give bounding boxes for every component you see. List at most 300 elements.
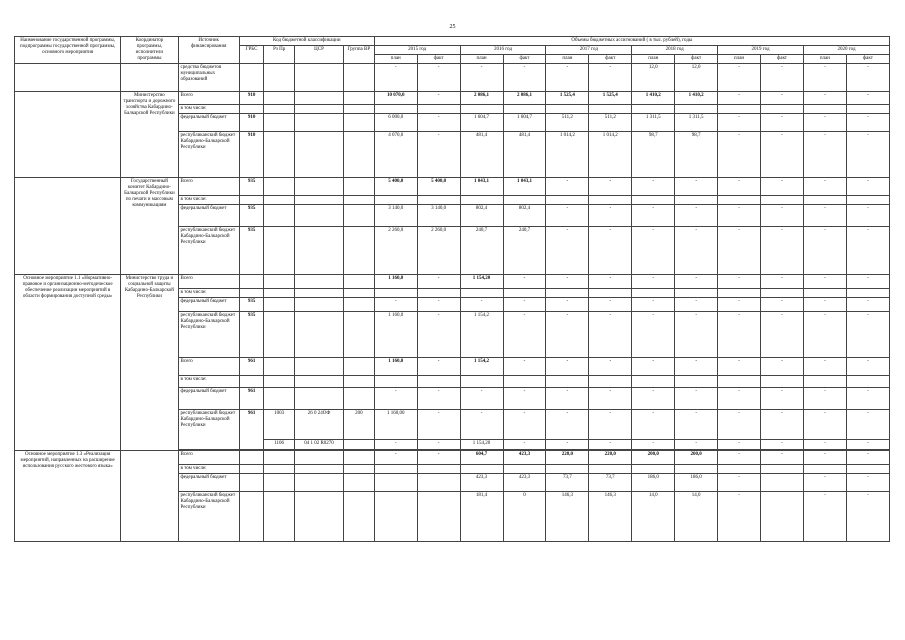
fact-value-cell: - [503, 298, 546, 312]
plan-value-cell: - [718, 312, 761, 358]
header-plan: план [718, 55, 761, 64]
empty-cell [632, 105, 675, 114]
header-fact: факт [761, 55, 804, 64]
source-cell: федеральный бюджет [178, 298, 239, 312]
plan-value-cell: - [632, 227, 675, 275]
plan-value-cell: - [803, 388, 846, 410]
empty-cell [417, 465, 460, 474]
fact-value-cell: - [589, 227, 632, 275]
grbs-cell: 935 [239, 178, 264, 196]
plan-value-cell: - [632, 410, 675, 440]
fact-value-cell: 481,4 [503, 132, 546, 178]
fact-value-cell: - [846, 410, 889, 440]
header-fact: факт [589, 55, 632, 64]
plan-value-cell: - [718, 298, 761, 312]
source-cell: Всего [178, 358, 239, 376]
plan-value-cell: - [718, 440, 761, 450]
header-coordinator: Координатор программы, исполнители программы [121, 37, 178, 64]
empty-cell [546, 105, 589, 114]
fact-value-cell: - [417, 132, 460, 178]
empty-cell [503, 105, 546, 114]
fact-value-cell: 1 014,2 [589, 132, 632, 178]
fact-value-cell: 423,3 [503, 474, 546, 492]
fact-value-cell: 3 140,0 [417, 205, 460, 227]
fact-value-cell: - [589, 298, 632, 312]
source-cell: в том числе: [178, 196, 239, 205]
plan-value-cell: - [718, 92, 761, 105]
plan-value-cell: 3 140,0 [374, 205, 417, 227]
fact-value-cell [417, 492, 460, 542]
plan-value-cell [374, 474, 417, 492]
empty-cell [374, 465, 417, 474]
plan-value-cell: - [546, 358, 589, 376]
empty-cell [417, 376, 460, 388]
table-row [15, 92, 890, 105]
plan-value-cell: - [374, 298, 417, 312]
fact-value-cell: - [675, 440, 718, 450]
plan-value-cell: 1 043,1 [460, 178, 503, 196]
source-cell: средства бюджетов муниципальных образований [178, 64, 239, 92]
header-year: 2017 год [546, 46, 632, 55]
budget-table [14, 36, 890, 542]
plan-value-cell: - [546, 205, 589, 227]
empty-cell [803, 289, 846, 298]
plan-value-cell: - [460, 64, 503, 92]
source-cell: в том числе: [178, 465, 239, 474]
rzpr-cell: 1003 [264, 410, 295, 440]
empty-cell [632, 465, 675, 474]
fact-value-cell [761, 492, 804, 542]
empty-cell [846, 465, 889, 474]
grbs-cell: 910 [239, 114, 264, 132]
fact-value-cell: 2 086,1 [503, 92, 546, 105]
grbs-cell: 935 [239, 227, 264, 275]
plan-value-cell: - [632, 358, 675, 376]
header-plan: план [546, 55, 589, 64]
plan-value-cell [374, 492, 417, 542]
empty-cell [589, 196, 632, 205]
plan-value-cell: 146,3 [546, 492, 589, 542]
fact-value-cell: - [675, 410, 718, 440]
empty-cell [374, 105, 417, 114]
plan-value-cell: - [374, 440, 417, 450]
empty-cell [374, 376, 417, 388]
fact-value-cell: - [761, 451, 804, 465]
plan-value-cell: - [546, 227, 589, 275]
source-cell: федеральный бюджет [178, 205, 239, 227]
plan-value-cell: 1 604,7 [460, 114, 503, 132]
header-plan: план [460, 55, 503, 64]
fact-value-cell: - [846, 298, 889, 312]
grbs-cell: 961 [239, 410, 264, 450]
header-year: 2016 год [460, 46, 546, 55]
source-cell: республиканский бюджет Кабардино-Балкарской Республики [178, 492, 239, 542]
empty-cell [718, 105, 761, 114]
source-cell: Всего [178, 92, 239, 105]
plan-value-cell: 511,2 [546, 114, 589, 132]
fact-value-cell: - [589, 178, 632, 196]
empty-cell [761, 465, 804, 474]
rzpr-cell: 1106 [264, 440, 295, 450]
empty-cell [546, 196, 589, 205]
plan-value-cell: - [803, 205, 846, 227]
empty-cell [460, 376, 503, 388]
table-row [15, 451, 890, 465]
plan-value-cell: 10 070,0 [374, 92, 417, 105]
fact-value-cell: 511,2 [589, 114, 632, 132]
plan-value-cell: - [546, 410, 589, 440]
source-cell: в том числе: [178, 289, 239, 298]
empty-cell [718, 289, 761, 298]
fact-value-cell: 5 400,0 [417, 178, 460, 196]
empty-cell [589, 465, 632, 474]
plan-value-cell: - [460, 298, 503, 312]
fact-value-cell: - [846, 312, 889, 358]
empty-cell [589, 105, 632, 114]
fact-value-cell: - [503, 64, 546, 92]
plan-value-cell: - [803, 114, 846, 132]
header-name: Наименование государственной программы, подпрограммы государственной программы, основного мероприятия [15, 37, 121, 64]
plan-value-cell: - [546, 64, 589, 92]
csr-cell: 04 1 02 R0270 [294, 440, 343, 450]
header-source: Источник финансирования [178, 37, 239, 64]
table-row [15, 178, 890, 196]
table-row [15, 64, 890, 92]
plan-value-cell: 2 086,1 [460, 92, 503, 105]
empty-cell [417, 289, 460, 298]
fact-value-cell: - [846, 474, 889, 492]
plan-value-cell: 481,4 [460, 132, 503, 178]
empty-cell [718, 196, 761, 205]
fact-value-cell [417, 474, 460, 492]
plan-value-cell: - [460, 388, 503, 410]
plan-value-cell: - [803, 474, 846, 492]
fact-value-cell: - [761, 64, 804, 92]
fact-value-cell: 423,3 [503, 451, 546, 465]
plan-value-cell: 1 154,2 [460, 358, 503, 376]
fact-value-cell: - [761, 178, 804, 196]
fact-value-cell: - [417, 275, 460, 289]
header-volumes: Объемы бюджетных ассигнований ( в тыс. рублей), годы [374, 37, 889, 46]
plan-value-cell: 1 160,0 [374, 275, 417, 289]
plan-value-cell: - [803, 92, 846, 105]
empty-cell [632, 289, 675, 298]
fact-value-cell: 240,7 [503, 227, 546, 275]
fact-value-cell: 0 [503, 492, 546, 542]
plan-value-cell: 1 160,0 [374, 358, 417, 376]
header-year: 2019 год [718, 46, 804, 55]
plan-value-cell: - [374, 451, 417, 465]
plan-value-cell: 1 410,2 [632, 92, 675, 105]
empty-cell [460, 105, 503, 114]
plan-value-cell: 220,0 [546, 451, 589, 465]
header-fact: факт [675, 55, 718, 64]
source-cell: в том числе: [178, 376, 239, 388]
empty-cell [675, 105, 718, 114]
header-year: 2020 год [803, 46, 889, 55]
fact-value-cell: 1 043,1 [503, 178, 546, 196]
source-cell: Всего [178, 275, 239, 289]
plan-value-cell: - [803, 298, 846, 312]
plan-value-cell: - [460, 410, 503, 440]
table-row [15, 275, 890, 289]
fact-value-cell: - [589, 410, 632, 440]
plan-value-cell: 802,4 [460, 205, 503, 227]
header-fact: факт [503, 55, 546, 64]
coordinator-cell: Министерство транспорта и дорожного хозяйства Кабардино-Балкарской Республики [121, 92, 178, 178]
fact-value-cell: - [417, 358, 460, 376]
plan-value-cell: - [718, 388, 761, 410]
plan-value-cell: 73,7 [546, 474, 589, 492]
plan-value-cell: 181,4 [460, 492, 503, 542]
fact-value-cell: - [761, 358, 804, 376]
empty-cell [846, 196, 889, 205]
plan-value-cell: 2 260,0 [374, 227, 417, 275]
source-cell: Всего [178, 451, 239, 465]
fact-value-cell: 802,4 [503, 205, 546, 227]
fact-value-cell: - [503, 358, 546, 376]
fact-value-cell: - [417, 440, 460, 450]
empty-cell [803, 376, 846, 388]
fact-value-cell: - [503, 388, 546, 410]
source-cell: федеральный бюджет [178, 388, 239, 410]
source-cell: республиканский бюджет Кабардино-Балкарской Республики [178, 312, 239, 358]
header-fact: факт [417, 55, 460, 64]
empty-cell [846, 289, 889, 298]
header-vr: Группа ВР [344, 46, 375, 64]
empty-cell [417, 105, 460, 114]
fact-value-cell: - [761, 275, 804, 289]
plan-value-cell: - [718, 275, 761, 289]
plan-value-cell: - [803, 178, 846, 196]
empty-cell [632, 196, 675, 205]
plan-value-cell: - [803, 451, 846, 465]
fact-value-cell: - [417, 298, 460, 312]
empty-cell [460, 196, 503, 205]
fact-value-cell: - [675, 178, 718, 196]
fact-value-cell: - [761, 312, 804, 358]
fact-value-cell: 1 604,7 [503, 114, 546, 132]
plan-value-cell: - [546, 275, 589, 289]
fact-value-cell: - [761, 410, 804, 440]
fact-value-cell: - [417, 64, 460, 92]
fact-value-cell: - [417, 451, 460, 465]
plan-value-cell: - [718, 114, 761, 132]
plan-value-cell: - [718, 451, 761, 465]
plan-value-cell: 1 160,00 [374, 410, 417, 440]
fact-value-cell: - [589, 275, 632, 289]
fact-value-cell: 200,0 [675, 451, 718, 465]
fact-value-cell: - [846, 92, 889, 105]
fact-value-cell: - [761, 114, 804, 132]
empty-cell [675, 289, 718, 298]
plan-value-cell: 1 154,20 [460, 275, 503, 289]
plan-value-cell: - [632, 205, 675, 227]
empty-cell [803, 105, 846, 114]
fact-value-cell: - [417, 410, 460, 440]
fact-value-cell: - [503, 440, 546, 450]
coordinator-cell: Государственный комитет Кабардино-Балкарской Республики по печати и массовым коммуникациям [121, 178, 178, 275]
header-grbs: ГРБС [239, 46, 264, 64]
fact-value-cell: - [846, 227, 889, 275]
measure-name: Основное мероприятие 1.3 «Реализация мероприятий, направленных на расширение использования русского жестового языка» [15, 451, 121, 542]
plan-value-cell: 98,7 [632, 132, 675, 178]
coordinator-cell: Министерство труда и социальной защиты Кабардино-Балкарской Республики [121, 275, 178, 451]
fact-value-cell: - [675, 227, 718, 275]
fact-value-cell: - [675, 298, 718, 312]
plan-value-cell: - [632, 312, 675, 358]
fact-value-cell: - [675, 388, 718, 410]
fact-value-cell: - [589, 312, 632, 358]
empty-cell [761, 376, 804, 388]
plan-value-cell: - [632, 275, 675, 289]
fact-value-cell: - [846, 275, 889, 289]
fact-value-cell: - [761, 92, 804, 105]
grbs-cell: 935 [239, 298, 264, 312]
plan-value-cell: - [546, 312, 589, 358]
fact-value-cell: 12,0 [675, 64, 718, 92]
header-plan: план [374, 55, 417, 64]
empty-cell [460, 289, 503, 298]
plan-value-cell: - [374, 64, 417, 92]
fact-value-cell: - [846, 440, 889, 450]
fact-value-cell: - [417, 92, 460, 105]
empty-cell [503, 376, 546, 388]
plan-value-cell: - [803, 358, 846, 376]
plan-value-cell: - [803, 312, 846, 358]
plan-value-cell: - [718, 492, 761, 542]
source-cell: республиканский бюджет Кабардино-Балкарской Республики [178, 410, 239, 450]
plan-value-cell: 12,0 [632, 64, 675, 92]
fact-value-cell: - [846, 64, 889, 92]
fact-value-cell: - [846, 388, 889, 410]
empty-cell [761, 196, 804, 205]
plan-value-cell: - [718, 410, 761, 440]
plan-value-cell: 1 014,2 [546, 132, 589, 178]
fact-value-cell: - [675, 312, 718, 358]
fact-value-cell: - [761, 132, 804, 178]
fact-value-cell: 1 410,2 [675, 92, 718, 105]
plan-value-cell: - [718, 474, 761, 492]
fact-value-cell: - [846, 114, 889, 132]
plan-value-cell: - [803, 132, 846, 178]
plan-value-cell: - [803, 64, 846, 92]
empty-cell [718, 376, 761, 388]
fact-value-cell: - [761, 388, 804, 410]
fact-value-cell: 146,3 [589, 492, 632, 542]
empty-cell [803, 465, 846, 474]
fact-value-cell: 1 525,4 [589, 92, 632, 105]
fact-value-cell: 2 260,0 [417, 227, 460, 275]
header-csr: ЦСР [294, 46, 343, 64]
empty-cell [761, 105, 804, 114]
plan-value-cell: 4 070,0 [374, 132, 417, 178]
plan-value-cell: 240,7 [460, 227, 503, 275]
fact-value-cell: 14,0 [675, 492, 718, 542]
fact-value-cell: - [761, 205, 804, 227]
source-cell: в том числе: [178, 105, 239, 114]
plan-value-cell: - [718, 205, 761, 227]
empty-cell [374, 196, 417, 205]
plan-value-cell: 186,0 [632, 474, 675, 492]
plan-value-cell: - [718, 358, 761, 376]
source-cell: Всего [178, 178, 239, 196]
fact-value-cell: - [761, 298, 804, 312]
fact-value-cell: - [846, 205, 889, 227]
empty-cell [503, 196, 546, 205]
fact-value-cell: - [417, 312, 460, 358]
empty-cell [589, 376, 632, 388]
plan-value-cell: - [546, 298, 589, 312]
empty-cell [632, 376, 675, 388]
fact-value-cell: - [761, 440, 804, 450]
fact-value-cell: - [846, 178, 889, 196]
csr-cell: 26 0 24ОФ [294, 410, 343, 440]
fact-value-cell: - [675, 358, 718, 376]
plan-value-cell: 1 525,4 [546, 92, 589, 105]
fact-value-cell: - [589, 64, 632, 92]
grbs-cell: 935 [239, 205, 264, 227]
plan-value-cell: 1 160,0 [374, 312, 417, 358]
empty-cell [417, 196, 460, 205]
fact-value-cell: 186,0 [675, 474, 718, 492]
plan-value-cell: - [718, 178, 761, 196]
plan-value-cell: - [803, 440, 846, 450]
empty-cell [675, 465, 718, 474]
fact-value-cell: - [503, 275, 546, 289]
empty-cell [761, 289, 804, 298]
plan-value-cell: - [546, 178, 589, 196]
fact-value-cell: 98,7 [675, 132, 718, 178]
plan-value-cell: 1 311,5 [632, 114, 675, 132]
plan-value-cell: - [632, 298, 675, 312]
plan-value-cell: - [803, 227, 846, 275]
vr-cell: 200 [344, 410, 375, 440]
header-year: 2018 год [632, 46, 718, 55]
source-cell: республиканский бюджет Кабардино-Балкарской Республики [178, 227, 239, 275]
source-cell: федеральный бюджет [178, 474, 239, 492]
plan-value-cell: 1 154,20 [460, 440, 503, 450]
plan-value-cell: 1 154,2 [460, 312, 503, 358]
empty-cell [675, 376, 718, 388]
fact-value-cell: - [417, 388, 460, 410]
empty-cell [846, 105, 889, 114]
plan-value-cell: - [718, 64, 761, 92]
plan-value-cell: - [718, 227, 761, 275]
empty-cell [718, 465, 761, 474]
plan-value-cell: 5 400,0 [374, 178, 417, 196]
empty-cell [675, 196, 718, 205]
header-plan: план [803, 55, 846, 64]
fact-value-cell: - [589, 388, 632, 410]
fact-value-cell: - [589, 205, 632, 227]
fact-value-cell: - [589, 358, 632, 376]
plan-value-cell: - [632, 440, 675, 450]
plan-value-cell: - [803, 492, 846, 542]
fact-value-cell: - [761, 227, 804, 275]
plan-value-cell: - [374, 388, 417, 410]
fact-value-cell: - [675, 275, 718, 289]
empty-cell [546, 465, 589, 474]
plan-value-cell: 6 000,0 [374, 114, 417, 132]
fact-value-cell: - [503, 312, 546, 358]
plan-value-cell: - [718, 132, 761, 178]
fact-value-cell: 73,7 [589, 474, 632, 492]
fact-value-cell: - [589, 440, 632, 450]
source-cell: республиканский бюджет Кабардино-Балкарской Республики [178, 132, 239, 178]
empty-cell [460, 465, 503, 474]
grbs-cell: 910 [239, 132, 264, 178]
